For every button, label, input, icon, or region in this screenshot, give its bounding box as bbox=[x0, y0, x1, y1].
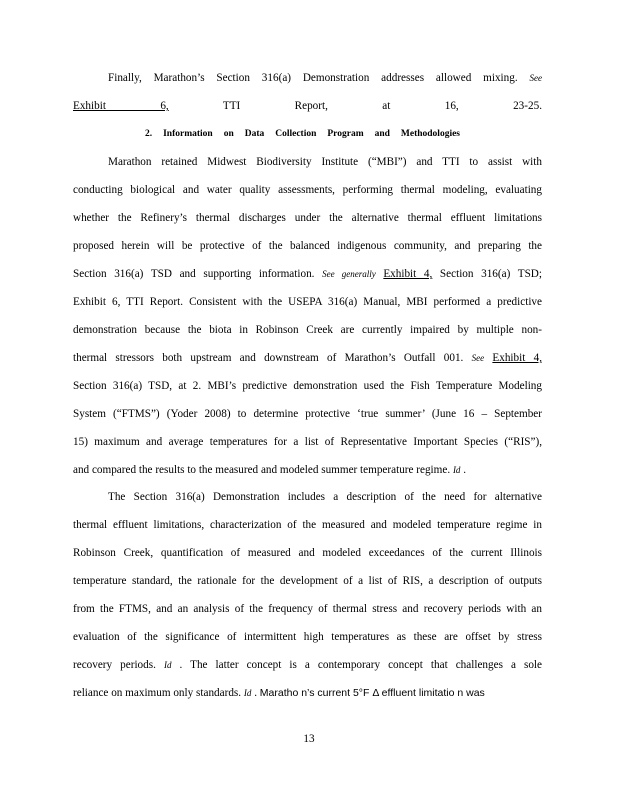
text-line bbox=[73, 351, 542, 365]
text-segment: Section 316(a) TSD and supporting information. bbox=[73, 268, 323, 280]
text-line bbox=[108, 155, 542, 169]
text-segment: Exhibit 6, TTI Report. Consistent with the USEPA 316(a) Manual, MBI performed a predictive bbox=[73, 296, 542, 308]
page-number: 13 bbox=[303, 733, 315, 745]
text-line bbox=[73, 630, 542, 644]
text-segment: Section 316(a) TSD, at 2. MBI’s predictive demonstration used the Fish Temperature Modeling bbox=[73, 380, 542, 392]
text-line bbox=[108, 71, 542, 85]
text-segment: . bbox=[251, 687, 260, 699]
text-segment: thermal effluent limitations, characterization of the measured and modeled temperature regime in bbox=[73, 519, 542, 531]
text-line bbox=[73, 239, 542, 253]
text-line bbox=[73, 602, 542, 616]
text-line bbox=[73, 379, 542, 393]
text-line bbox=[73, 407, 542, 421]
text-segment: Finally, Marathon’s Section 316(a) Demonstration addresses allowed mixing. bbox=[108, 72, 530, 84]
citation-signal: See bbox=[529, 73, 542, 83]
exhibit-reference: Exhibit 4, bbox=[492, 352, 542, 364]
text-segment: . bbox=[460, 464, 467, 476]
text-line bbox=[73, 546, 542, 560]
text-segment: Marathon retained Midwest Biodiversity Institute (“MBI”) and TTI to assist with bbox=[108, 156, 542, 168]
text-line bbox=[73, 658, 542, 672]
text-segment: The Section 316(a) Demonstration includes a description of the need for alternative bbox=[108, 491, 542, 503]
text-line bbox=[108, 490, 542, 504]
text-segment: proposed herein will be protective of the balanced indigenous community, and preparing the bbox=[73, 240, 542, 252]
text-segment: conducting biological and water quality assessments, performing thermal modeling, evaluating bbox=[73, 184, 542, 196]
text-segment: temperature standard, the rationale for the development of a list of RIS, a description of outputs bbox=[73, 575, 542, 587]
text-line bbox=[73, 183, 542, 197]
text-segment: . The latter concept is a contemporary concept that challenges a sole bbox=[171, 659, 542, 671]
text-line bbox=[73, 323, 542, 337]
text-segment: from the FTMS, and an analysis of the frequency of thermal stress and recovery periods with an bbox=[73, 603, 542, 615]
section-heading bbox=[145, 128, 460, 140]
exhibit-reference: Exhibit 4, bbox=[383, 268, 433, 280]
citation-signal: See generally bbox=[322, 269, 376, 279]
text-line bbox=[73, 211, 542, 225]
text-line bbox=[73, 295, 542, 309]
text-line bbox=[73, 99, 542, 113]
exhibit-reference: Exhibit 6, bbox=[73, 100, 169, 112]
text-segment: whether the Refinery’s thermal discharges under the alternative thermal effluent limitations bbox=[73, 212, 542, 224]
citation-signal: See bbox=[471, 353, 485, 363]
text-line bbox=[73, 686, 542, 700]
text-segment: and compared the results to the measured and modeled summer temperature regime. bbox=[73, 464, 453, 476]
text-segment: Section 316(a) TSD; bbox=[432, 268, 542, 280]
citation-signal: Id bbox=[452, 465, 461, 475]
text-segment: TTI Report, at 16, 23-25. bbox=[168, 100, 542, 112]
text-segment: thermal stressors both upstream and downstream of Marathon’s Outfall 001. bbox=[73, 352, 472, 364]
text-line bbox=[73, 435, 542, 449]
text-segment: Robinson Creek, quantification of measured and modeled exceedances of the current Illinois bbox=[73, 547, 542, 559]
text-segment: 2. Information on Data Collection Program and Methodologies bbox=[145, 129, 460, 139]
text-segment: System (“FTMS”) (Yoder 2008) to determine protective ‘true summer’ (June 16 – September bbox=[73, 408, 542, 420]
text-line bbox=[73, 463, 542, 477]
citation-signal: Id bbox=[163, 660, 172, 670]
text-segment: recovery periods. bbox=[73, 659, 164, 671]
text-line bbox=[73, 518, 542, 532]
text-segment: reliance on maximum only standards. bbox=[73, 687, 244, 699]
text-segment: 15) maximum and average temperatures for a list of Representative Important Species (“RIS”), bbox=[73, 436, 542, 448]
text-line bbox=[73, 574, 542, 588]
text-segment: evaluation of the significance of intermittent high temperatures as these are offset by stress bbox=[73, 631, 542, 643]
citation-signal: Id bbox=[243, 688, 252, 698]
text-segment: Maratho n’s current 5°F Δ effluent limitatio n was bbox=[259, 687, 485, 699]
text-segment: demonstration because the biota in Robinson Creek are currently impaired by multiple non- bbox=[73, 324, 542, 336]
text-line bbox=[73, 267, 542, 281]
